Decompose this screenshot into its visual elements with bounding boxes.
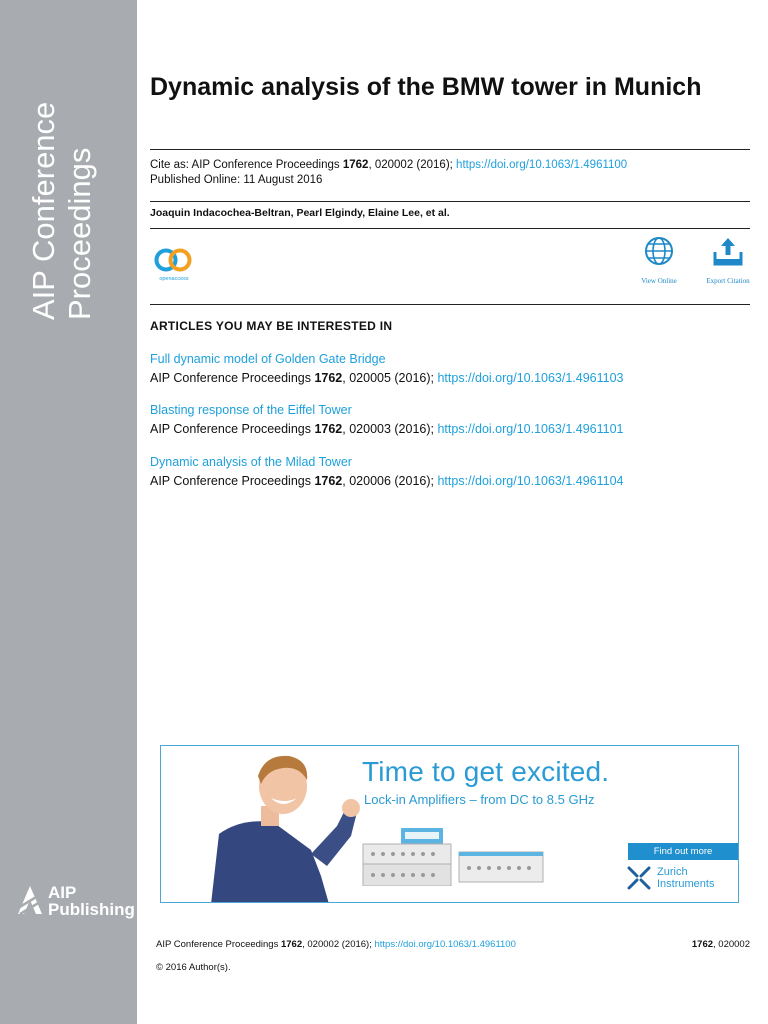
aip-publishing-logo[interactable] <box>16 884 135 918</box>
related-article-citation: AIP Conference Proceedings 1762, 020005 (2016); https://doi.org/10.1063/1.4961103 <box>150 371 624 385</box>
related-article-title-link[interactable]: Full dynamic model of Golden Gate Bridge <box>150 352 386 366</box>
divider <box>150 304 750 305</box>
journal-title-line1: AIP Conference <box>26 101 61 320</box>
zurich-instruments-logo-icon <box>627 866 651 890</box>
related-articles-heading: ARTICLES YOU MAY BE INTERESTED IN <box>150 319 393 333</box>
divider <box>150 149 750 150</box>
related-article-citation: AIP Conference Proceedings 1762, 020003 (2016); https://doi.org/10.1063/1.4961101 <box>150 422 624 436</box>
view-online-button[interactable] <box>629 236 689 285</box>
journal-sidebar <box>0 0 137 1024</box>
author-list[interactable]: Joaquin Indacochea-Beltran, Pearl Elgindy, Elaine Lee, et al. <box>150 207 450 219</box>
open-access-label: openaccess <box>159 276 189 282</box>
publisher-line2: Publishing <box>48 900 135 919</box>
related-article-doi-link[interactable]: https://doi.org/10.1063/1.4961101 <box>437 422 624 436</box>
published-date: Published Online: 11 August 2016 <box>150 174 323 186</box>
citation-block <box>150 158 627 188</box>
footer-doi-link[interactable]: https://doi.org/10.1063/1.4961100 <box>374 939 516 950</box>
related-article-citation: AIP Conference Proceedings 1762, 020006 (2016); https://doi.org/10.1063/1.4961104 <box>150 474 624 488</box>
view-online-label: View Online <box>641 277 677 285</box>
lock-in-amplifier-image <box>361 826 551 886</box>
related-article <box>150 350 624 388</box>
footer-page-ref: 1762, 020002 <box>691 939 750 950</box>
advertisement-banner[interactable] <box>160 745 739 903</box>
divider <box>150 228 750 229</box>
open-access-logo <box>153 246 195 282</box>
zurich-instruments-brand: Zurich Instruments <box>657 866 715 890</box>
find-out-more-button[interactable]: Find out more <box>628 843 738 860</box>
related-article-doi-link[interactable]: https://doi.org/10.1063/1.4961103 <box>437 371 624 385</box>
ad-headline: Time to get excited. <box>362 756 610 787</box>
export-citation-label: Export Citation <box>706 277 750 285</box>
related-article <box>150 453 624 491</box>
publisher-line1: AIP <box>48 883 77 902</box>
journal-title-line2: Proceedings <box>62 147 97 320</box>
cite-line: Cite as: AIP Conference Proceedings 1762, 020002 (2016); https://doi.org/10.1063/1.4961100 <box>150 159 628 171</box>
related-article-title-link[interactable]: Blasting response of the Eiffel Tower <box>150 403 352 417</box>
related-article-title-link[interactable]: Dynamic analysis of the Milad Tower <box>150 455 352 469</box>
journal-title <box>26 102 98 320</box>
page-footer: AIP Conference Proceedings 1762, 020002 (2016); https://doi.org/10.1063/1.4961100 1762, 020002 <box>156 939 750 950</box>
copyright-notice: © 2016 Author(s). <box>156 962 231 973</box>
aip-logo-icon <box>16 884 44 916</box>
article-doi-link[interactable]: https://doi.org/10.1063/1.4961100 <box>456 159 628 171</box>
ad-person-photo <box>161 746 361 903</box>
export-citation-button[interactable] <box>698 236 758 285</box>
export-icon <box>712 236 744 266</box>
globe-icon <box>644 236 674 266</box>
article-title: Dynamic analysis of the BMW tower in Munich <box>150 73 702 101</box>
ad-subline: Lock-in Amplifiers – from DC to 8.5 GHz <box>364 792 595 807</box>
related-article <box>150 401 624 439</box>
related-article-doi-link[interactable]: https://doi.org/10.1063/1.4961104 <box>437 474 624 488</box>
divider <box>150 201 750 202</box>
